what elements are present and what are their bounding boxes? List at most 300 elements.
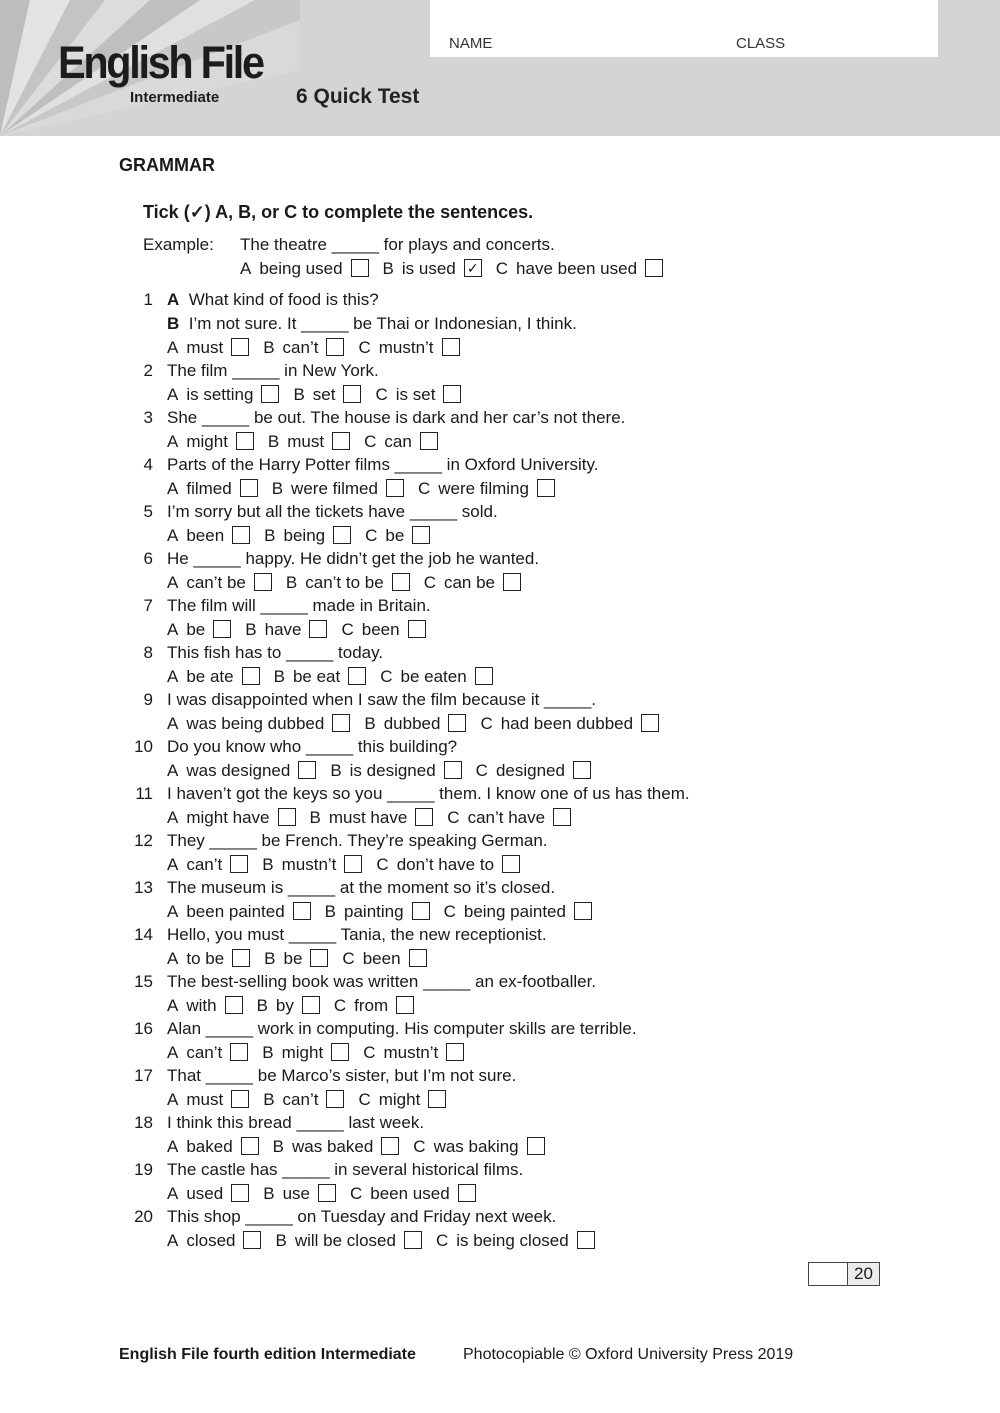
option-letter: B	[264, 525, 276, 545]
answer-checkbox[interactable]	[408, 620, 426, 638]
answer-checkbox[interactable]	[293, 902, 311, 920]
question-text	[167, 832, 548, 849]
option-letter: B	[364, 713, 376, 733]
option-c	[380, 667, 492, 685]
option-text: mustn’t	[378, 337, 434, 357]
option-c	[365, 526, 430, 544]
question-text	[167, 879, 555, 896]
question-number: 6	[143, 548, 153, 568]
question-number: 5	[143, 501, 153, 521]
answer-checkbox[interactable]	[232, 949, 250, 967]
option-c	[342, 949, 426, 967]
example-option-a	[240, 259, 369, 277]
answer-checkbox[interactable]	[298, 761, 316, 779]
option-letter: B	[275, 1230, 287, 1250]
answer-checkbox[interactable]	[240, 479, 258, 497]
question-text	[167, 550, 539, 567]
question-number: 17	[134, 1065, 153, 1085]
option-letter: B	[309, 807, 321, 827]
sentence-text: Alan _____ work in computing. His computer skills are terrible.	[167, 1018, 637, 1038]
question-text	[167, 503, 498, 520]
question-number: 19	[134, 1159, 153, 1179]
option-c	[375, 385, 461, 403]
question-number: 2	[143, 360, 153, 380]
option-text: designed	[495, 760, 565, 780]
answer-checkbox[interactable]	[448, 714, 466, 732]
answer-checkbox[interactable]	[573, 761, 591, 779]
answer-options	[167, 432, 452, 450]
sentence-text: Do you know who _____ this building?	[167, 736, 458, 756]
option-c	[364, 432, 438, 450]
option-text: might	[186, 431, 228, 451]
option-letter: C	[349, 1183, 363, 1203]
option-letter: B	[262, 854, 274, 874]
answer-checkbox[interactable]	[310, 949, 328, 967]
sentence-text: The film will _____ made in Britain.	[167, 595, 431, 615]
sentence-text: Hello, you must _____ Tania, the new receptionist.	[167, 924, 547, 944]
question-text	[167, 785, 690, 802]
option-letter: B	[271, 478, 284, 498]
option-letter: A	[167, 901, 179, 921]
score-total: 20	[848, 1263, 879, 1285]
answer-checkbox[interactable]	[392, 573, 410, 591]
option-text: was being dubbed	[186, 713, 325, 733]
option-c	[436, 1231, 595, 1249]
question-number: 7	[143, 595, 153, 615]
option-text: is being closed	[456, 1230, 569, 1250]
section-title: GRAMMAR	[119, 155, 215, 175]
question-text	[167, 644, 383, 661]
sentence-text: They _____ be French. They’re speaking German.	[167, 830, 548, 850]
option-text: painting	[344, 901, 404, 921]
answer-checkbox[interactable]	[343, 385, 361, 403]
answer-checkbox[interactable]	[553, 808, 571, 826]
option-letter: C	[413, 1136, 426, 1156]
question-number: 16	[134, 1018, 153, 1038]
option-letter: A	[240, 258, 252, 278]
answer-options	[167, 573, 535, 591]
option-letter: B	[273, 666, 285, 686]
option-a	[167, 902, 311, 920]
answer-checkbox[interactable]	[475, 667, 493, 685]
answer-checkbox[interactable]	[225, 996, 243, 1014]
option-text: been painted	[186, 901, 285, 921]
option-letter: C	[341, 619, 354, 639]
option-a	[167, 573, 272, 591]
question-text	[167, 291, 379, 308]
question-number: 8	[143, 642, 153, 662]
example-options	[240, 259, 677, 277]
answer-checkbox[interactable]	[332, 714, 350, 732]
option-text: been	[362, 948, 401, 968]
answer-checkbox[interactable]	[415, 808, 433, 826]
option-letter: C	[475, 760, 488, 780]
answer-checkbox[interactable]	[231, 1090, 249, 1108]
option-letter: A	[167, 995, 179, 1015]
question-number: 14	[134, 924, 153, 944]
option-text: be eaten	[400, 666, 467, 686]
option-text: be	[186, 619, 206, 639]
option-a	[167, 526, 250, 544]
option-b	[293, 385, 361, 403]
score-box	[808, 1262, 880, 1286]
option-text: can’t have	[467, 807, 546, 827]
option-letter: C	[376, 854, 389, 874]
option-a	[167, 338, 249, 356]
option-text: was designed	[186, 760, 291, 780]
answer-checkbox[interactable]	[326, 338, 344, 356]
option-text: been	[361, 619, 400, 639]
option-text: closed	[186, 1230, 236, 1250]
option-c	[447, 808, 571, 826]
option-letter: C	[443, 901, 456, 921]
option-letter: C	[375, 384, 388, 404]
option-text: can’t	[282, 337, 319, 357]
answer-checkbox[interactable]	[537, 479, 555, 497]
sentence-text: He _____ happy. He didn’t get the job he wanted.	[167, 548, 540, 568]
answer-options	[167, 996, 428, 1014]
option-text: is designed	[349, 760, 436, 780]
sentence-text: She _____ be out. The house is dark and her car’s not there.	[167, 407, 626, 427]
answer-checkbox[interactable]	[446, 1043, 464, 1061]
option-letter: A	[167, 854, 179, 874]
option-text: mustn’t	[281, 854, 337, 874]
answer-checkbox[interactable]	[412, 526, 430, 544]
option-a	[167, 808, 296, 826]
option-letter: C	[447, 807, 460, 827]
question-text	[167, 597, 431, 614]
sentence-text: The best-selling book was written _____ an ex-footballer.	[167, 971, 597, 991]
option-b	[330, 761, 461, 779]
answer-options	[167, 855, 534, 873]
answer-options	[167, 949, 441, 967]
option-text: use	[282, 1183, 310, 1203]
question-number: 11	[135, 783, 153, 803]
answer-options	[167, 808, 585, 826]
answer-checkbox[interactable]	[381, 1137, 399, 1155]
option-text: must	[186, 1089, 224, 1109]
answer-checkbox[interactable]	[326, 1090, 344, 1108]
question-number: 15	[134, 971, 153, 991]
question-number: 4	[143, 454, 153, 474]
answer-checkbox[interactable]	[231, 338, 249, 356]
answer-options	[167, 385, 475, 403]
answer-checkbox[interactable]	[243, 1231, 261, 1249]
answer-options	[167, 1231, 609, 1249]
option-letter: B	[324, 901, 337, 921]
option-text: can’t	[186, 1042, 223, 1062]
option-b	[262, 855, 362, 873]
question-text	[167, 1208, 556, 1225]
answer-checkbox[interactable]	[404, 1231, 422, 1249]
sentence-text: This fish has to _____ today.	[167, 642, 384, 662]
answer-checkbox[interactable]	[254, 573, 272, 591]
option-text: be ate	[186, 666, 234, 686]
option-text: been	[186, 525, 225, 545]
answer-checkbox[interactable]	[231, 1184, 249, 1202]
option-letter: C	[333, 995, 347, 1015]
answer-checkbox[interactable]	[645, 259, 663, 277]
option-b	[286, 573, 410, 591]
option-c	[413, 1137, 544, 1155]
question-number: 1	[143, 290, 153, 309]
class-label: CLASS	[736, 35, 786, 52]
option-a	[167, 1231, 261, 1249]
sentence-text: I think this bread _____ last week.	[167, 1112, 425, 1132]
answer-checkbox[interactable]	[213, 620, 231, 638]
answer-options	[167, 620, 440, 638]
option-letter: C	[435, 1230, 449, 1250]
option-a	[167, 1137, 259, 1155]
answer-checkbox[interactable]	[236, 432, 254, 450]
option-letter: B	[272, 1136, 285, 1156]
option-text: can’t	[186, 854, 223, 874]
ticked-checkbox[interactable]: ✓	[464, 259, 482, 277]
option-c	[358, 1090, 446, 1108]
option-c	[358, 338, 459, 356]
option-text: being	[283, 525, 326, 545]
option-text: was baked	[292, 1136, 374, 1156]
option-letter: A	[167, 948, 179, 968]
test-title: 6 Quick Test	[296, 85, 420, 108]
sentence-text: I haven’t got the keys so you _____ them. I know one of us has them.	[167, 783, 690, 803]
question-text	[167, 691, 596, 708]
option-text: been used	[370, 1183, 450, 1203]
sentence-text: The museum is _____ at the moment so it’s closed.	[167, 877, 556, 897]
option-b	[263, 1184, 336, 1202]
footer-title: English File fourth edition Intermediate	[119, 1346, 416, 1363]
answer-checkbox[interactable]	[278, 808, 296, 826]
option-letter: B	[262, 1042, 274, 1062]
option-text: might have	[186, 807, 270, 827]
option-letter: A	[167, 431, 179, 451]
option-text: have	[264, 619, 302, 639]
option-text: be eat	[292, 666, 341, 686]
option-letter: A	[167, 807, 179, 827]
option-letter: B	[245, 619, 257, 639]
answer-checkbox[interactable]	[242, 667, 260, 685]
answer-checkbox[interactable]	[230, 1043, 248, 1061]
sentence-text: The film _____ in New York.	[167, 360, 379, 380]
page-header	[0, 0, 1000, 136]
option-letter: C	[358, 337, 371, 357]
speaker-label: B	[167, 313, 180, 333]
question-text	[167, 1067, 516, 1084]
option-text: can	[384, 431, 412, 451]
option-text: being used	[259, 258, 343, 278]
option-c	[476, 761, 591, 779]
option-b	[310, 808, 434, 826]
question-text	[167, 1020, 637, 1037]
option-c	[424, 573, 521, 591]
footer-copyright: Photocopiable © Oxford University Press 2019	[463, 1346, 794, 1363]
answer-checkbox[interactable]	[503, 573, 521, 591]
answer-checkbox[interactable]	[443, 385, 461, 403]
option-text: will be closed	[294, 1230, 396, 1250]
option-c	[480, 714, 659, 732]
answer-checkbox[interactable]	[232, 526, 250, 544]
score-input[interactable]	[809, 1263, 848, 1285]
option-text: must	[287, 431, 325, 451]
option-text: with	[186, 995, 217, 1015]
question-text	[167, 1161, 523, 1178]
question-number: 13	[134, 877, 153, 897]
sentence-text: The castle has _____ in several historical films.	[167, 1159, 524, 1179]
option-letter: A	[167, 666, 179, 686]
answer-checkbox[interactable]	[412, 902, 430, 920]
option-a	[167, 432, 254, 450]
answer-checkbox[interactable]	[574, 902, 592, 920]
answer-checkbox[interactable]	[309, 620, 327, 638]
option-letter: C	[364, 431, 377, 451]
sentence-text: This shop _____ on Tuesday and Friday next week.	[167, 1206, 557, 1226]
option-a	[167, 1184, 249, 1202]
example-option-b	[383, 259, 482, 277]
option-letter: C	[363, 1042, 376, 1062]
option-b	[263, 338, 344, 356]
answer-checkbox[interactable]	[331, 1043, 349, 1061]
answer-checkbox[interactable]	[344, 855, 362, 873]
option-text: can be	[443, 572, 496, 592]
option-b	[257, 996, 320, 1014]
option-text: must	[186, 337, 224, 357]
sentence-text: I was disappointed when I saw the film because it _____.	[167, 689, 597, 709]
example-label: Example:	[143, 235, 214, 254]
question-text	[167, 362, 379, 379]
option-text: used	[186, 1183, 224, 1203]
question-text	[167, 926, 547, 943]
option-text: can’t	[282, 1089, 319, 1109]
question-text	[167, 456, 598, 473]
answer-options	[167, 667, 507, 685]
question-number: 18	[134, 1112, 153, 1132]
option-letter: C	[417, 478, 431, 498]
option-a	[167, 1043, 248, 1061]
option-c	[363, 1043, 464, 1061]
option-letter: C	[365, 525, 378, 545]
option-text: were filmed	[291, 478, 378, 498]
option-b	[268, 432, 350, 450]
answer-checkbox[interactable]	[396, 996, 414, 1014]
answer-checkbox[interactable]	[641, 714, 659, 732]
sentence-text: I’m not sure. It _____ be Thai or Indonesian, I think.	[188, 313, 577, 333]
sentence-text: Parts of the Harry Potter films _____ in Oxford University.	[167, 454, 599, 474]
option-b	[325, 902, 430, 920]
answer-checkbox[interactable]	[241, 1137, 259, 1155]
option-text: were filming	[438, 478, 529, 498]
option-letter: B	[263, 1183, 275, 1203]
option-b	[262, 1043, 349, 1061]
example-sentence: The theatre _____ for plays and concerts.	[240, 235, 555, 254]
option-letter: A	[167, 619, 179, 639]
question-text	[167, 1114, 424, 1131]
option-a	[167, 949, 250, 967]
option-letter: C	[495, 258, 509, 278]
option-text: can’t to be	[305, 572, 384, 592]
option-text: can’t be	[186, 572, 246, 592]
option-b	[364, 714, 466, 732]
option-letter: A	[167, 572, 179, 592]
option-text: set	[312, 384, 336, 404]
answer-checkbox[interactable]	[230, 855, 248, 873]
answer-checkbox[interactable]	[527, 1137, 545, 1155]
option-b	[264, 949, 328, 967]
answer-options	[167, 338, 474, 356]
instruction: Tick (✓) A, B, or C to complete the sentences.	[143, 202, 534, 222]
option-letter: B	[382, 258, 394, 278]
name-class-box	[430, 0, 938, 57]
option-b	[274, 667, 367, 685]
option-b	[245, 620, 327, 638]
option-text: be	[385, 525, 405, 545]
answer-checkbox[interactable]	[348, 667, 366, 685]
answer-checkbox[interactable]	[261, 385, 279, 403]
answer-options	[167, 526, 444, 544]
answer-checkbox[interactable]	[502, 855, 520, 873]
option-b	[264, 526, 351, 544]
option-letter: B	[256, 995, 268, 1015]
question-text	[167, 409, 625, 426]
answer-options	[167, 902, 606, 920]
question-number: 10	[134, 736, 153, 756]
question-number: 20	[134, 1206, 153, 1226]
option-text: being painted	[463, 901, 566, 921]
answer-checkbox[interactable]	[333, 526, 351, 544]
answer-checkbox[interactable]	[428, 1090, 446, 1108]
option-text: from	[354, 995, 389, 1015]
option-c	[341, 620, 425, 638]
answer-checkbox[interactable]	[318, 1184, 336, 1202]
option-c	[418, 479, 555, 497]
speaker-label: A	[167, 290, 180, 309]
answer-checkbox[interactable]	[386, 479, 404, 497]
answer-checkbox[interactable]	[458, 1184, 476, 1202]
option-a	[167, 667, 260, 685]
answer-checkbox[interactable]	[442, 338, 460, 356]
option-text: is used	[401, 258, 456, 278]
answer-checkbox[interactable]	[577, 1231, 595, 1249]
answer-options	[167, 1043, 478, 1061]
option-c	[350, 1184, 476, 1202]
option-letter: C	[423, 572, 436, 592]
brand-level-text: Intermediate	[130, 89, 220, 106]
option-letter: A	[167, 1183, 179, 1203]
option-text: must have	[328, 807, 408, 827]
option-letter: C	[380, 666, 393, 686]
answer-options	[167, 479, 569, 497]
option-text: don’t have to	[396, 854, 495, 874]
option-letter: A	[167, 337, 179, 357]
option-letter: A	[167, 1089, 179, 1109]
answer-options	[167, 1090, 460, 1108]
answer-checkbox[interactable]	[351, 259, 369, 277]
answer-checkbox[interactable]	[444, 761, 462, 779]
option-a	[167, 996, 243, 1014]
option-c	[444, 902, 592, 920]
question-text	[167, 738, 457, 755]
option-b	[272, 479, 404, 497]
answer-options	[167, 761, 605, 779]
answer-checkbox[interactable]	[302, 996, 320, 1014]
answer-checkbox[interactable]	[332, 432, 350, 450]
option-a	[167, 479, 258, 497]
answer-checkbox[interactable]	[409, 949, 427, 967]
answer-checkbox[interactable]	[420, 432, 438, 450]
option-letter: C	[480, 713, 493, 733]
option-letter: A	[167, 525, 179, 545]
option-letter: A	[167, 1042, 179, 1062]
answer-options	[167, 714, 673, 732]
